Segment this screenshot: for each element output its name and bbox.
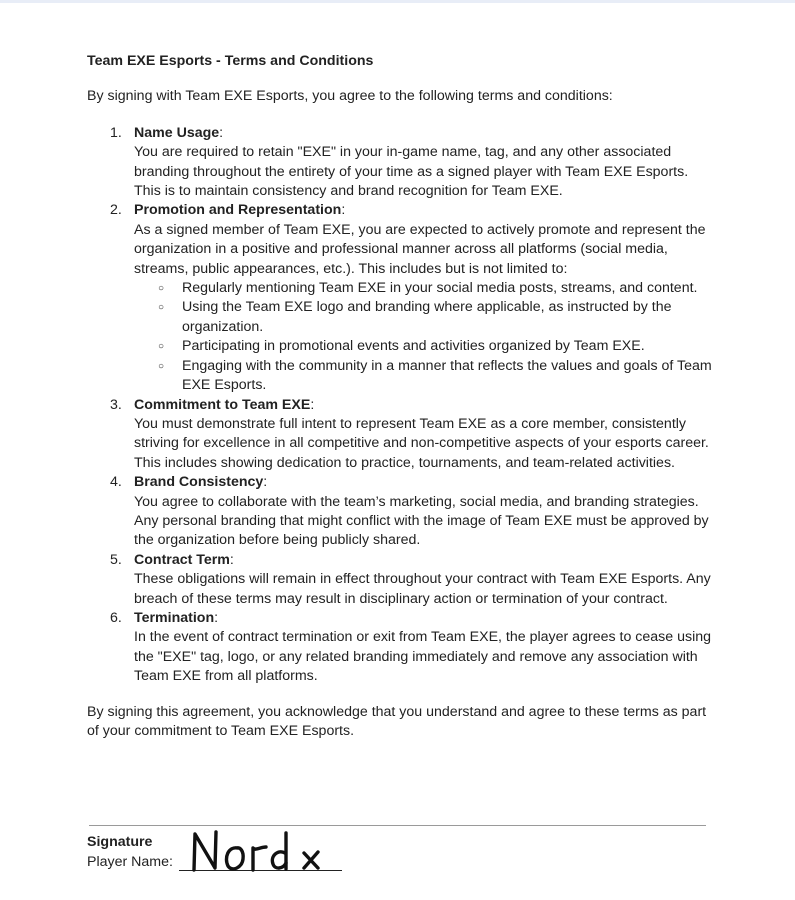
term-heading: Promotion and Representation [134, 202, 342, 219]
term-body: You must demonstrate full intent to represent Team EXE as a core member, consistently striving for excellence in all competitive and non-competitive aspects of your esports career. This includes showing dedication to practice, tournaments, and team-related activities. [134, 415, 709, 471]
sub-bullet-item [134, 298, 712, 337]
handwritten-signature [182, 826, 332, 874]
term-colon: : [310, 396, 315, 413]
terms-document [87, 52, 712, 741]
bullet-icon: ○ [158, 360, 165, 372]
term-body: You are required to retain "EXE" in your in-game name, tag, and any other associated branding throughout the entirety of your time as a signed player with Team EXE Esports. This is to maintain consistency and brand recognition for Team EXE. [134, 144, 689, 200]
signature-label: Signature [87, 834, 153, 850]
term-number: 4. [110, 474, 122, 491]
top-border [0, 0, 795, 3]
term-item [87, 609, 712, 687]
term-heading: Brand Consistency [134, 474, 264, 491]
sub-bullet-item [134, 279, 712, 298]
sub-bullet-text: Using the Team EXE logo and branding where applicable, as instructed by the organization. [182, 299, 672, 335]
sub-bullet-text: Participating in promotional events and activities organized by Team EXE. [182, 338, 645, 355]
term-body: You agree to collaborate with the team’s marketing, social media, and branding strategies. Any personal branding that might conflict with the image of Team EXE must be approved by the organization before being publicly shared. [134, 493, 709, 549]
term-colon: : [229, 551, 234, 568]
bullet-icon: ○ [158, 341, 165, 353]
term-colon: : [263, 474, 268, 491]
sub-bullet-text: Regularly mentioning Team EXE in your social media posts, streams, and content. [182, 280, 698, 297]
term-heading: Commitment to Team EXE [134, 396, 311, 413]
term-number: 2. [110, 202, 122, 219]
term-number: 1. [110, 124, 122, 141]
term-body: In the event of contract termination or exit from Team EXE, the player agrees to cease using the "EXE" tag, logo, or any related branding immediately and remove any association with Team EXE from all platforms. [134, 629, 711, 685]
term-heading: Name Usage [134, 124, 220, 141]
bullet-icon: ○ [158, 302, 165, 314]
term-item [87, 473, 712, 551]
closing-paragraph: By signing this agreement, you acknowledge that you understand and agree to these terms as part of your commitment to Team EXE Esports. [87, 703, 707, 739]
term-heading: Contract Term [134, 551, 230, 568]
term-number: 6. [110, 609, 122, 626]
term-heading: Termination [134, 609, 215, 626]
term-item [87, 551, 712, 609]
term-item [87, 124, 712, 202]
sub-bullet-item [134, 357, 712, 396]
sub-bullet-list [134, 279, 712, 395]
player-name-label: Player Name: [87, 854, 173, 870]
intro-paragraph: By signing with Team EXE Esports, you agree to the following terms and conditions: [87, 88, 613, 105]
bullet-icon: ○ [158, 283, 165, 295]
term-number: 5. [110, 551, 122, 568]
term-colon: : [214, 609, 219, 626]
term-colon: : [341, 202, 346, 219]
document-title: Team EXE Esports - Terms and Conditions [87, 53, 374, 69]
term-number: 3. [110, 396, 122, 413]
term-body: As a signed member of Team EXE, you are expected to actively promote and represent the organization in a positive and professional manner across all platforms (social media, streams, public appearances, etc.). This includes but is not limited to: [134, 221, 706, 277]
term-item [87, 201, 712, 395]
term-item [87, 396, 712, 474]
terms-list [87, 124, 712, 687]
sub-bullet-text: Engaging with the community in a manner that reflects the values and goals of Team EXE Esports. [182, 357, 712, 394]
term-body: These obligations will remain in effect throughout your contract with Team EXE Esports. Any breach of these terms may result in disciplinary action or termination of your contract. [134, 571, 711, 607]
term-colon: : [219, 124, 224, 141]
sub-bullet-item [134, 337, 712, 356]
